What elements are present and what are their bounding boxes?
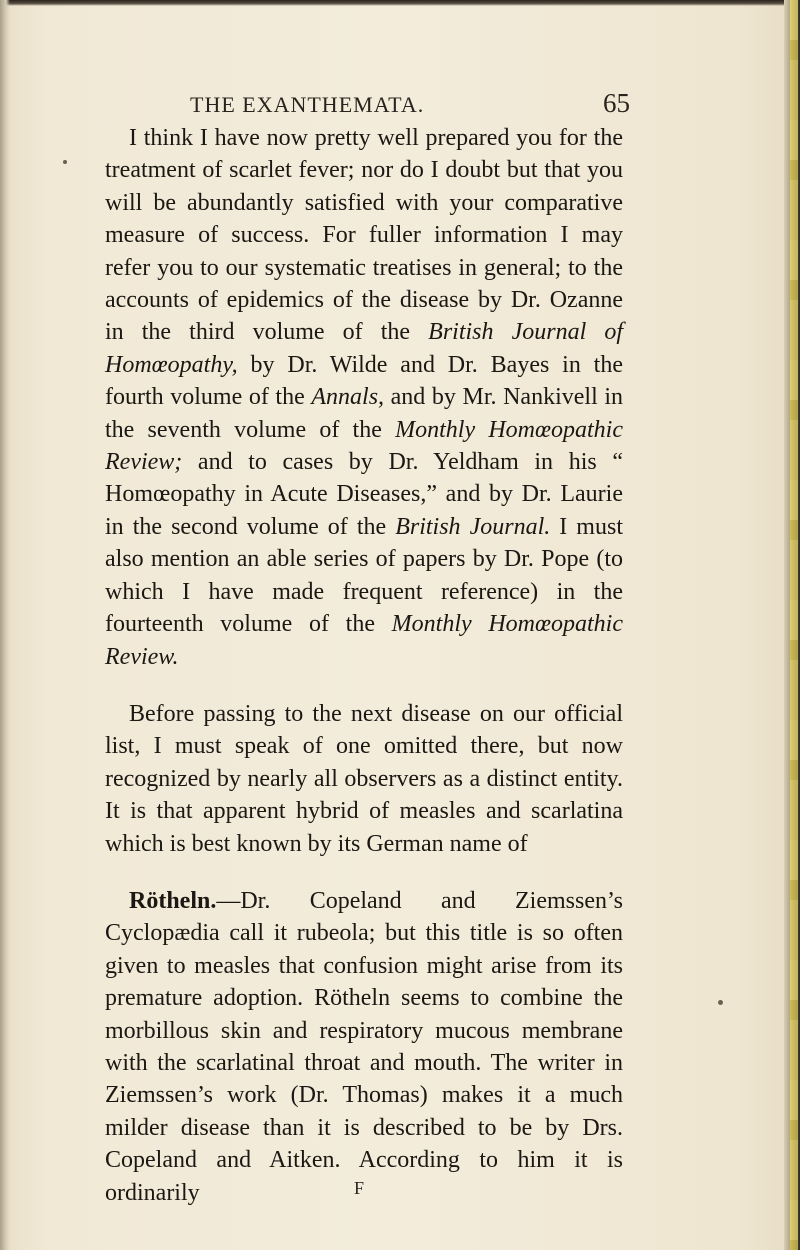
paragraph-1: [105, 122, 623, 673]
italic-title: British Journal.: [395, 513, 551, 540]
text-run: and by Mr. Nankivell in the seventh volume of the: [105, 384, 624, 443]
paragraph-2: Before passing to the next disease on our official list, I must speak of one omitted there, but now recognized by nearly all observers as a distinct entity. It is that apparent hybrid of measles and scarlatina which is best known by its German name of: [105, 700, 623, 857]
italic-title: Annals,: [311, 384, 385, 411]
text-run: —Dr. Copeland and Ziemssen’s Cyclopædia call it rubeola; but this title is so often given to measles that confusion might arise from its premature adoption. Rötheln seems to combine the morbillous skin and respiratory mucous membrane with the scarlatinal throat and mouth. The writer in Ziemssen’s work (Dr. Thomas) makes it a much milder disease than it is described to be by Drs. Copeland and Aitken. According to him it is ordinarily: [105, 887, 623, 1206]
text-run: by Dr. Wilde and Dr. Bayes in the fourth volume of the: [105, 351, 623, 411]
speck-mark: [718, 1000, 723, 1005]
text-run: and to cases by Dr. Yeldham in his “ Homœopathy in Acute Diseases,” and by Dr. Laurie in the second volume of the: [105, 449, 623, 540]
page-number: 65: [603, 88, 630, 118]
italic-title: Monthly Homœopathic Review.: [105, 611, 623, 670]
paragraph-3: [105, 885, 623, 1209]
signature-mark: F: [354, 1178, 365, 1198]
text-run: I think I have now pretty well prepared you for the treatment of scarlet fever; nor do I doubt but that you will be abundantly satisfied with your comparative measure of success. For fuller information I may refer you to our systematic treatises in general; to the accounts of epidemics of the disease by Dr. Ozanne in the third volume of the: [105, 125, 623, 346]
section-heading: Rötheln.: [129, 887, 217, 914]
italic-title: British Journal of Homœopathy,: [105, 319, 624, 378]
italic-title: Monthly Homœopathic Review;: [105, 416, 624, 476]
right-color-stripe: [790, 0, 798, 1250]
top-edge-shadow: [0, 0, 800, 6]
text-run: I must also mention an able series of papers by Dr. Pope (to which I have made frequent reference) in the fourteenth volume of the: [105, 513, 623, 638]
body-text: [105, 122, 623, 1209]
running-head-title: THE EXANTHEMATA.: [190, 92, 425, 117]
speck-mark: [63, 160, 67, 164]
running-head: [190, 88, 630, 122]
left-binding-edge: [0, 0, 10, 1250]
